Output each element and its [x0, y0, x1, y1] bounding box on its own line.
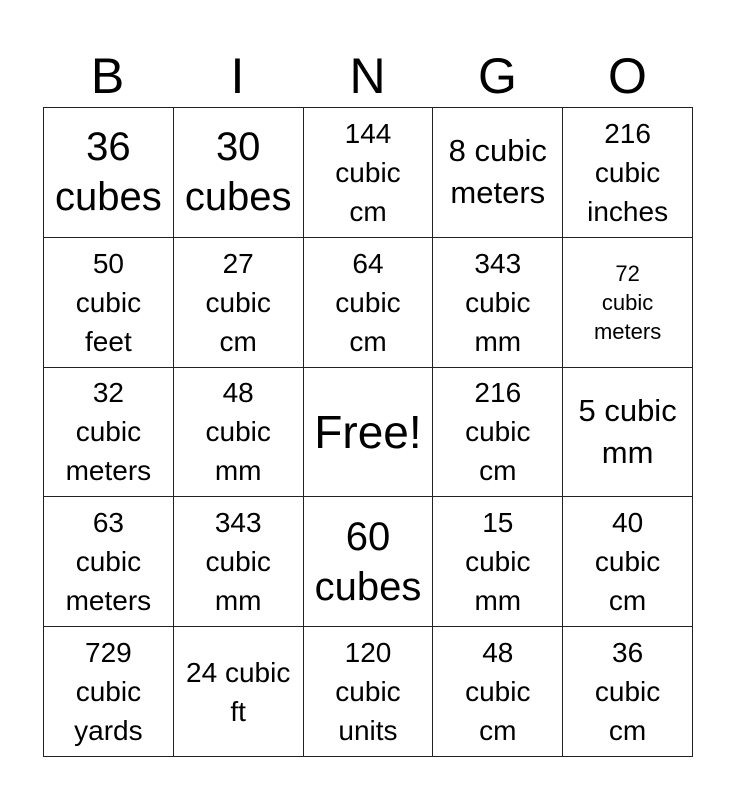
bingo-cell[interactable] — [563, 108, 693, 238]
bingo-header — [43, 44, 693, 108]
bingo-cell[interactable] — [304, 368, 434, 498]
header-letter-n: N — [349, 48, 387, 104]
cell-text: 48 cubic mm — [205, 377, 271, 487]
cell-text: 216 cubic inches — [587, 117, 669, 227]
cell-text: 15 cubic mm — [465, 507, 531, 617]
cell-text: 36 cubes — [55, 125, 162, 220]
bingo-cell[interactable] — [44, 497, 174, 627]
bingo-cell[interactable] — [44, 627, 174, 757]
cell-text: 8 cubic meters — [448, 133, 547, 211]
cell-text: 343 cubic mm — [465, 247, 531, 357]
cell-text: 64 cubic cm — [335, 247, 401, 357]
cell-text: 63 cubic meters — [65, 507, 152, 617]
bingo-cell[interactable] — [174, 497, 304, 627]
cell-text: 120 cubic units — [335, 637, 401, 747]
bingo-cell[interactable] — [174, 627, 304, 757]
cell-text: 48 cubic cm — [465, 637, 531, 747]
header-letter-i: I — [230, 48, 246, 104]
bingo-cell[interactable] — [44, 108, 174, 238]
cell-text: 5 cubic mm — [578, 392, 677, 470]
cell-text: 60 cubes — [314, 514, 422, 609]
header-letter-o: O — [608, 48, 648, 104]
bingo-cell[interactable] — [433, 497, 563, 627]
cell-text: 36 cubic cm — [594, 637, 661, 747]
free-space: Free! — [314, 405, 422, 458]
header-letter-g: G — [478, 48, 518, 104]
bingo-cell[interactable] — [563, 238, 693, 368]
bingo-cell[interactable] — [174, 368, 304, 498]
header-letter-b: B — [90, 48, 126, 104]
cell-text: 343 cubic mm — [205, 507, 271, 617]
cell-text: 40 cubic cm — [594, 507, 661, 617]
bingo-board — [43, 107, 693, 757]
cell-text: 32 cubic meters — [65, 377, 152, 487]
bingo-cell[interactable] — [433, 627, 563, 757]
cell-text: 24 cubic ft — [186, 656, 291, 727]
bingo-cell[interactable] — [304, 238, 434, 368]
cell-text: 72 cubic meters — [593, 260, 662, 344]
bingo-cell[interactable] — [44, 368, 174, 498]
bingo-cell[interactable] — [433, 368, 563, 498]
bingo-cell[interactable] — [304, 497, 434, 627]
cell-text: 30 cubes — [184, 125, 292, 220]
bingo-cell[interactable] — [563, 497, 693, 627]
bingo-cell[interactable] — [174, 108, 304, 238]
bingo-cell[interactable] — [304, 108, 434, 238]
cell-text: 729 cubic yards — [74, 637, 143, 747]
cell-text: 27 cubic cm — [205, 247, 271, 357]
bingo-cell[interactable] — [304, 627, 434, 757]
bingo-cell[interactable] — [44, 238, 174, 368]
bingo-cell[interactable] — [563, 627, 693, 757]
cell-text: 216 cubic cm — [465, 377, 531, 487]
cell-text: 144 cubic cm — [335, 117, 401, 227]
cell-text: 50 cubic feet — [75, 247, 142, 357]
bingo-cell[interactable] — [433, 238, 563, 368]
bingo-cell[interactable] — [563, 368, 693, 498]
bingo-cell[interactable] — [174, 238, 304, 368]
bingo-cell[interactable] — [433, 108, 563, 238]
